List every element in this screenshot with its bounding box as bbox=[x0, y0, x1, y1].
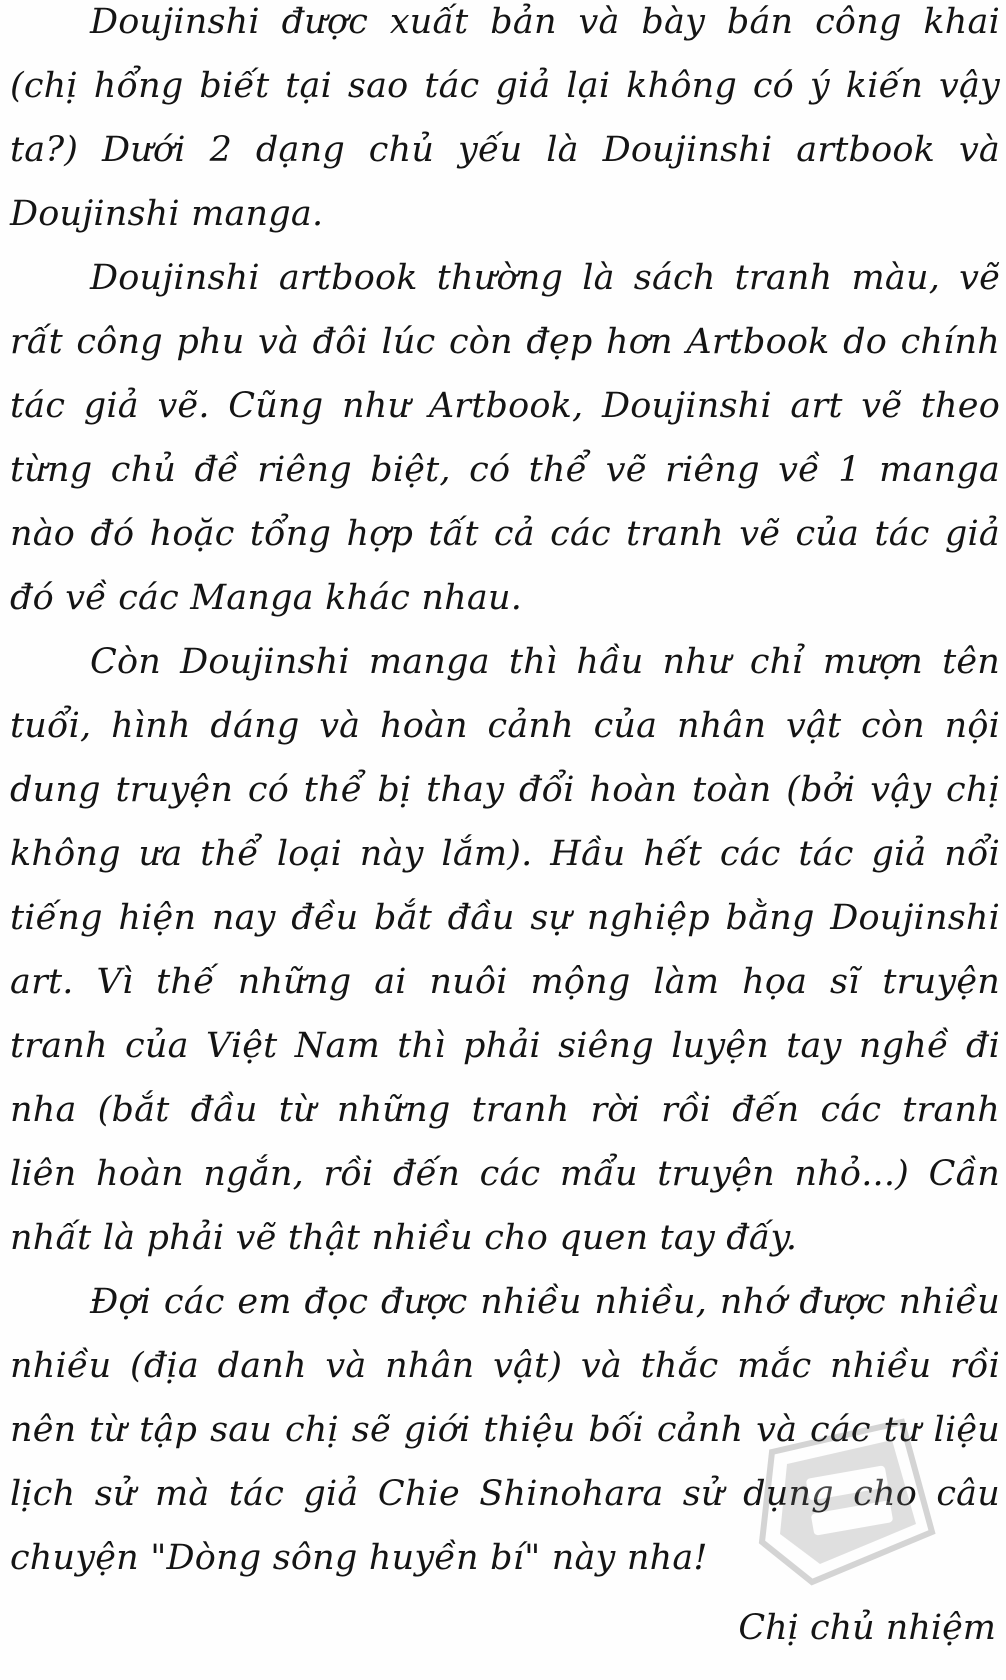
text-line: nhất là phải vẽ thật nhiều cho quen tay đấy. bbox=[10, 1218, 798, 1258]
text-line: lịch sử mà tác giả Chie Shinohara sử dụng cho câu bbox=[10, 1474, 1000, 1514]
text-line: nên từ tập sau chị sẽ giới thiệu bối cảnh và các tư liệu bbox=[10, 1410, 1000, 1450]
text-line: rất công phu và đôi lúc còn đẹp hơn Artbook do chính bbox=[10, 322, 1000, 362]
text-line: tranh của Việt Nam thì phải siêng luyện tay nghề đi bbox=[10, 1026, 1000, 1066]
text-line: Còn Doujinshi manga thì hầu như chỉ mượn tên bbox=[90, 642, 1000, 682]
text-line: tuổi, hình dáng và hoàn cảnh của nhân vật còn nội bbox=[10, 706, 1000, 746]
text-line: Doujinshi được xuất bản và bày bán công khai bbox=[90, 2, 1000, 42]
signature: Chị chủ nhiệm bbox=[738, 1608, 996, 1648]
text-line: nhiều (địa danh và nhân vật) và thắc mắc nhiều rồi bbox=[10, 1346, 1000, 1386]
text-line: ta?) Dưới 2 dạng chủ yếu là Doujinshi artbook và bbox=[10, 130, 1000, 170]
text-line: Đợi các em đọc được nhiều nhiều, nhớ được nhiều bbox=[90, 1282, 1000, 1322]
text-line: tiếng hiện nay đều bắt đầu sự nghiệp bằng Doujinshi bbox=[10, 898, 1000, 938]
text-line: art. Vì thế những ai nuôi mộng làm họa sĩ truyện bbox=[10, 962, 1000, 1002]
text-line: dung truyện có thể bị thay đổi hoàn toàn (bởi vậy chị bbox=[10, 770, 1000, 810]
text-line: (chị hổng biết tại sao tác giả lại không có ý kiến vậy bbox=[10, 66, 1000, 106]
text-line: đó về các Manga khác nhau. bbox=[10, 578, 523, 618]
text-line: liên hoàn ngắn, rồi đến các mẩu truyện nhỏ...) Cần bbox=[10, 1154, 1000, 1194]
text-line: không ưa thể loại này lắm). Hầu hết các tác giả nổi bbox=[10, 834, 1000, 874]
text-line: Doujinshi manga. bbox=[10, 194, 324, 234]
text-line: Doujinshi artbook thường là sách tranh màu, vẽ bbox=[90, 258, 1000, 298]
text-line: tác giả vẽ. Cũng như Artbook, Doujinshi art vẽ theo bbox=[10, 386, 1000, 426]
text-line: nào đó hoặc tổng hợp tất cả các tranh vẽ của tác giả bbox=[10, 514, 1000, 554]
watermark-logo bbox=[752, 1412, 942, 1592]
text-line: chuyện "Dòng sông huyền bí" này nha! bbox=[10, 1538, 708, 1578]
text-line: từng chủ đề riêng biệt, có thể vẽ riêng về 1 manga bbox=[10, 450, 1000, 490]
text-line: nha (bắt đầu từ những tranh rời rồi đến các tranh bbox=[10, 1090, 1000, 1130]
